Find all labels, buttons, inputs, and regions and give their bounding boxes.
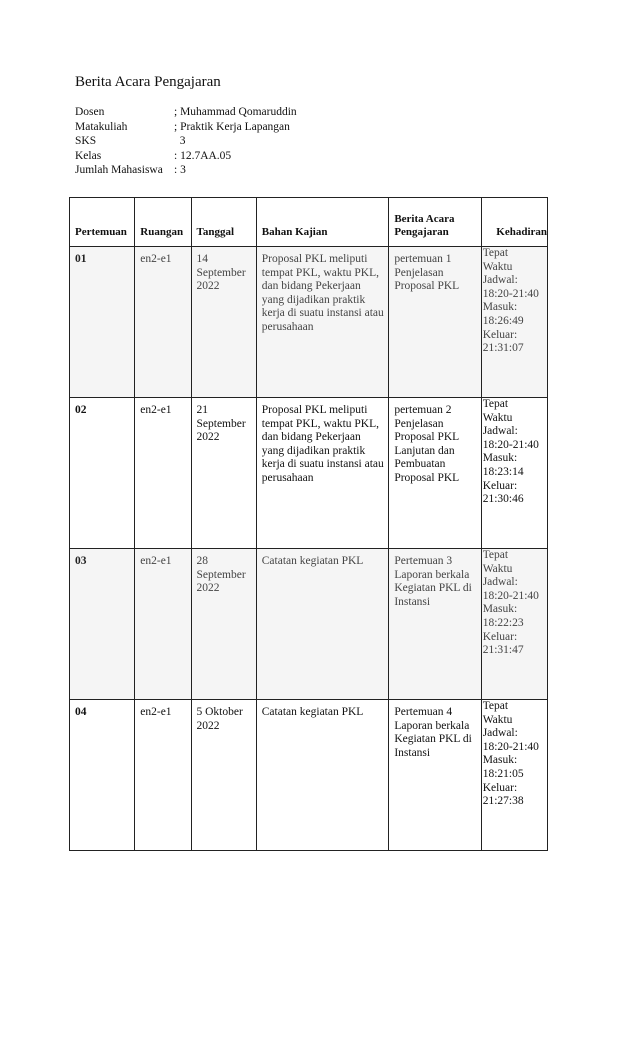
page-title: Berita Acara Pengajaran bbox=[75, 74, 221, 90]
cell-kehadiran bbox=[481, 398, 547, 549]
kehadiran-line: Masuk: bbox=[482, 603, 518, 616]
cell-kehadiran bbox=[481, 247, 547, 398]
kehadiran-line: 18:26:49 bbox=[482, 314, 524, 327]
info-value: : 3 bbox=[174, 164, 186, 177]
info-label: Jumlah Mahasiswa bbox=[75, 164, 163, 177]
header-bahan-kajian: Bahan Kajian bbox=[256, 198, 389, 247]
cell-tanggal: 5 Oktober 2022 bbox=[191, 700, 256, 851]
cell-ruangan: en2-e1 bbox=[135, 549, 191, 700]
info-value: 3 bbox=[174, 135, 186, 148]
cell-bahan-kajian: Proposal PKL meliputi tempat PKL, waktu PKL, dan bidang Pekerjaan yang dijadikan praktik kerja di suatu instansi atau perusahaan bbox=[256, 398, 389, 549]
header-kehadiran: Kehadiran bbox=[481, 198, 547, 247]
kehadiran-line: 18:23:14 bbox=[482, 465, 524, 478]
info-row-kelas bbox=[75, 149, 297, 164]
cell-ruangan: en2-e1 bbox=[135, 398, 191, 549]
kehadiran-line: Jadwal: bbox=[482, 425, 518, 438]
kehadiran-line: Jadwal: bbox=[482, 576, 518, 589]
kehadiran-line: 18:20-21:40 bbox=[482, 287, 539, 300]
cell-tanggal: 21 September 2022 bbox=[191, 398, 256, 549]
kehadiran-line: Waktu bbox=[482, 260, 513, 273]
cell-ruangan: en2-e1 bbox=[135, 247, 191, 398]
kehadiran-line: Masuk: bbox=[482, 754, 518, 767]
header-ruangan: Ruangan bbox=[135, 198, 191, 247]
info-value: ; Praktik Kerja Lapangan bbox=[174, 120, 290, 133]
kehadiran-line: Keluar: bbox=[482, 479, 518, 492]
table-row bbox=[70, 700, 548, 851]
kehadiran-line: Masuk: bbox=[482, 452, 518, 465]
cell-berita-acara: Pertemuan 4 Laporan berkala Kegiatan PKL di Instansi bbox=[389, 700, 481, 851]
cell-pertemuan: 01 bbox=[70, 247, 135, 398]
kehadiran-line: Tepat bbox=[482, 700, 509, 712]
cell-tanggal: 14 September 2022 bbox=[191, 247, 256, 398]
cell-kehadiran bbox=[481, 549, 547, 700]
kehadiran-line: Tepat bbox=[482, 247, 509, 259]
info-value: ; Muhammad Qomaruddin bbox=[174, 106, 297, 118]
kehadiran-line: Jadwal: bbox=[482, 274, 518, 287]
info-row-matakuliah bbox=[75, 120, 297, 135]
kehadiran-line: 21:27:38 bbox=[482, 795, 524, 808]
cell-kehadiran bbox=[481, 700, 547, 851]
attendance-table bbox=[69, 197, 548, 851]
kehadiran-line: Keluar: bbox=[482, 328, 518, 341]
header-tanggal: Tanggal bbox=[191, 198, 256, 247]
kehadiran-line: Tepat bbox=[482, 549, 509, 561]
cell-berita-acara: pertemuan 1 Penjelasan Proposal PKL bbox=[389, 247, 481, 398]
kehadiran-line: 18:20-21:40 bbox=[482, 438, 539, 451]
kehadiran-line: Masuk: bbox=[482, 301, 518, 314]
kehadiran-line: Keluar: bbox=[482, 781, 518, 794]
kehadiran-line: 18:20-21:40 bbox=[482, 589, 539, 602]
header-berita-acara: Berita Acara Pengajaran bbox=[389, 198, 481, 247]
kehadiran-line: Keluar: bbox=[482, 630, 518, 643]
cell-bahan-kajian: Proposal PKL meliputi tempat PKL, waktu PKL, dan bidang Pekerjaan yang dijadikan praktik kerja di suatu instansi atau perusahaan bbox=[256, 247, 389, 398]
info-row-sks bbox=[75, 134, 297, 149]
kehadiran-line: 18:22:23 bbox=[482, 616, 524, 629]
kehadiran-line: Tepat bbox=[482, 398, 509, 410]
kehadiran-line: Waktu bbox=[482, 713, 513, 726]
info-row-dosen bbox=[75, 105, 297, 120]
cell-pertemuan: 03 bbox=[70, 549, 135, 700]
table-header-row bbox=[70, 198, 548, 247]
info-label: Matakuliah bbox=[75, 120, 128, 133]
cell-bahan-kajian: Catatan kegiatan PKL bbox=[256, 549, 389, 700]
table-row bbox=[70, 549, 548, 700]
kehadiran-line: 21:31:07 bbox=[482, 342, 524, 355]
header-pertemuan: Pertemuan bbox=[70, 198, 135, 247]
kehadiran-line: Waktu bbox=[482, 562, 513, 575]
info-label: Dosen bbox=[75, 106, 105, 118]
cell-bahan-kajian: Catatan kegiatan PKL bbox=[256, 700, 389, 851]
cell-tanggal: 28 September 2022 bbox=[191, 549, 256, 700]
info-label: Kelas bbox=[75, 149, 102, 162]
cell-ruangan: en2-e1 bbox=[135, 700, 191, 851]
kehadiran-line: 18:20-21:40 bbox=[482, 740, 539, 753]
table-row bbox=[70, 247, 548, 398]
cell-pertemuan: 04 bbox=[70, 700, 135, 851]
info-label: SKS bbox=[75, 135, 97, 148]
cell-berita-acara: pertemuan 2 Penjelasan Proposal PKL Lanjutan dan Pembuatan Proposal PKL bbox=[389, 398, 481, 549]
table-row bbox=[70, 398, 548, 549]
info-row-jumlah-mahasiswa bbox=[75, 163, 297, 178]
info-value: : 12.7AA.05 bbox=[174, 149, 232, 162]
kehadiran-line: Jadwal: bbox=[482, 727, 518, 740]
kehadiran-line: 21:31:47 bbox=[482, 644, 524, 657]
kehadiran-line: Waktu bbox=[482, 411, 513, 424]
cell-pertemuan: 02 bbox=[70, 398, 135, 549]
cell-berita-acara: Pertemuan 3 Laporan berkala Kegiatan PKL di Instansi bbox=[389, 549, 481, 700]
kehadiran-line: 18:21:05 bbox=[482, 767, 524, 780]
kehadiran-line: 21:30:46 bbox=[482, 493, 524, 506]
course-info bbox=[75, 105, 297, 178]
